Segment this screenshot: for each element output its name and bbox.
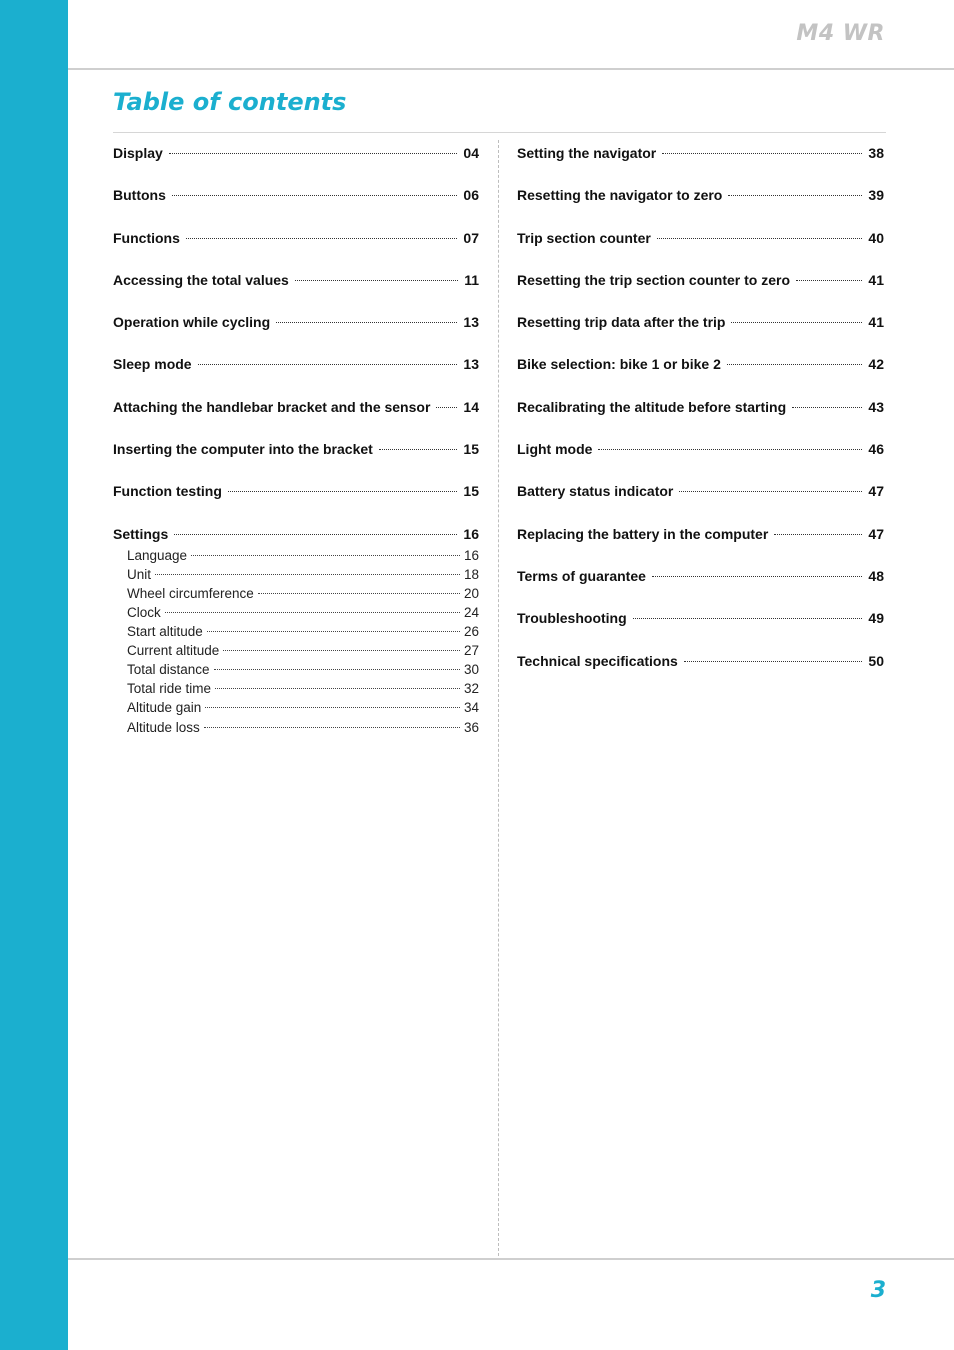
subentry-title: Unit <box>127 566 152 582</box>
page-number: 3 <box>870 1278 886 1303</box>
dot-leader <box>169 153 458 154</box>
footer-rule <box>68 1258 954 1260</box>
dot-leader <box>191 555 460 556</box>
toc-entry-title: Technical specifications <box>517 652 678 669</box>
toc-entry-page: 15 <box>463 441 479 458</box>
toc-right-column <box>517 145 884 695</box>
subentry-page: 32 <box>463 681 479 697</box>
toc-entry-title: Recalibrating the altitude before starting <box>517 398 787 415</box>
toc-entry-page: 40 <box>868 229 884 246</box>
toc-subentry[interactable] <box>127 586 479 605</box>
toc-entry-replacing-battery[interactable] <box>517 526 884 568</box>
dot-leader <box>728 195 862 196</box>
toc-entry-page: 07 <box>463 229 479 246</box>
dot-leader <box>214 669 460 670</box>
toc-entry-title: Sleep mode <box>113 356 192 373</box>
dot-leader <box>276 322 457 323</box>
toc-entry-page: 39 <box>868 187 884 204</box>
toc-entry-buttons[interactable] <box>113 187 479 229</box>
toc-entry-title: Resetting trip data after the trip <box>517 314 726 331</box>
dot-leader <box>774 534 862 535</box>
subentry-title: Total distance <box>127 662 210 678</box>
toc-entry-handlebar-bracket[interactable] <box>113 399 479 441</box>
subentry-title: Current altitude <box>127 643 220 659</box>
toc-entry-title: Buttons <box>113 187 166 204</box>
toc-entry-title: Trip section counter <box>517 229 651 246</box>
toc-left-column <box>113 145 479 739</box>
toc-entry-title: Accessing the total values <box>113 271 289 288</box>
toc-entry-trip-section-counter[interactable] <box>517 230 884 272</box>
toc-entry-page: 13 <box>463 314 479 331</box>
toc-subentry[interactable] <box>127 681 479 700</box>
subentry-title: Start altitude <box>127 624 203 640</box>
toc-entry-title: Battery status indicator <box>517 483 674 500</box>
subentry-page: 18 <box>463 566 479 582</box>
toc-entry-technical-specs[interactable] <box>517 653 884 695</box>
dot-leader <box>198 364 458 365</box>
toc-entry-sleep-mode[interactable] <box>113 356 479 398</box>
dot-leader <box>204 727 460 728</box>
subentry-page: 30 <box>463 662 479 678</box>
dot-leader <box>165 612 460 613</box>
dot-leader <box>662 153 862 154</box>
subentry-title: Altitude gain <box>127 700 202 716</box>
toc-entry-function-testing[interactable] <box>113 483 479 525</box>
toc-entry-title: Bike selection: bike 1 or bike 2 <box>517 356 721 373</box>
toc-subentry[interactable] <box>127 605 479 624</box>
toc-entry-title: Operation while cycling <box>113 314 271 331</box>
subentry-page: 27 <box>463 643 479 659</box>
subentry-title: Language <box>127 547 188 563</box>
toc-entry-title: Attaching the handlebar bracket and the sensor <box>113 398 431 415</box>
toc-entry-page: 38 <box>868 145 884 161</box>
settings-heading[interactable] <box>113 526 479 548</box>
dot-leader <box>727 364 863 365</box>
dot-leader <box>379 449 458 450</box>
subentry-title: Clock <box>127 604 161 620</box>
subentry-title: Altitude loss <box>127 719 200 735</box>
toc-entry-page: 41 <box>868 314 884 331</box>
toc-entry-reset-trip-counter[interactable] <box>517 272 884 314</box>
toc-entry-page: 06 <box>463 187 479 204</box>
dot-leader <box>172 195 458 196</box>
toc-entry-total-values[interactable] <box>113 272 479 314</box>
toc-entry-inserting-computer[interactable] <box>113 441 479 483</box>
toc-entry-recalibrating-altitude[interactable] <box>517 399 884 441</box>
toc-entry-terms-guarantee[interactable] <box>517 568 884 610</box>
dot-leader <box>598 449 862 450</box>
dot-leader <box>155 574 460 575</box>
dot-leader <box>796 280 862 281</box>
toc-entry-page: 13 <box>463 356 479 373</box>
dot-leader <box>731 322 862 323</box>
toc-entry-page: 41 <box>868 271 884 288</box>
toc-entry-page: 04 <box>463 145 479 161</box>
toc-entry-page: 47 <box>868 525 884 542</box>
subentry-page: 24 <box>463 604 479 620</box>
toc-subentry[interactable] <box>127 624 479 643</box>
page-title: Table of contents <box>113 88 347 116</box>
dot-leader <box>186 238 458 239</box>
toc-entry-page: 16 <box>463 525 479 542</box>
toc-entry-setting-navigator[interactable] <box>517 145 884 187</box>
subentry-page: 20 <box>463 585 479 601</box>
toc-entry-title: Replacing the battery in the computer <box>517 525 769 542</box>
dot-leader <box>657 238 863 239</box>
subentry-page: 34 <box>463 700 479 716</box>
subentry-page: 36 <box>463 719 479 735</box>
toc-entry-page: 42 <box>868 356 884 373</box>
settings-subentries <box>113 548 479 739</box>
header-rule <box>68 68 954 70</box>
toc-subentry[interactable] <box>127 567 479 586</box>
toc-entry-page: 50 <box>868 652 884 669</box>
toc-entry-page: 11 <box>464 271 479 288</box>
subentry-title: Wheel circumference <box>127 585 254 601</box>
toc-entry-operation[interactable] <box>113 314 479 356</box>
toc-subentry[interactable] <box>127 643 479 662</box>
toc-entry-title: Functions <box>113 229 180 246</box>
toc-subentry[interactable] <box>127 700 479 719</box>
toc-entry-page: 14 <box>463 398 479 415</box>
model-name: M4 WR <box>796 21 885 46</box>
dot-leader <box>207 631 460 632</box>
dot-leader <box>258 593 460 594</box>
toc-entry-settings <box>113 526 479 739</box>
toc-entry-page: 48 <box>868 567 884 584</box>
toc-subentry[interactable] <box>127 662 479 681</box>
column-divider <box>498 140 499 1256</box>
toc-entry-page: 46 <box>868 441 884 458</box>
dot-leader <box>792 407 862 408</box>
toc-entry-light-mode[interactable] <box>517 441 884 483</box>
dot-leader <box>652 576 863 577</box>
toc-entry-reset-trip-data[interactable] <box>517 314 884 356</box>
dot-leader <box>205 707 460 708</box>
toc-entry-title: Display <box>113 145 163 161</box>
dot-leader <box>679 491 862 492</box>
toc-entry-functions[interactable] <box>113 230 479 272</box>
dot-leader <box>223 650 460 651</box>
accent-sidebar <box>0 0 68 1350</box>
toc-entry-title: Resetting the trip section counter to zero <box>517 271 791 288</box>
dot-leader <box>633 618 863 619</box>
subentry-title: Total ride time <box>127 681 212 697</box>
toc-subentry[interactable] <box>127 720 479 739</box>
dot-leader <box>174 534 457 535</box>
toc-entry-title: Function testing <box>113 483 222 500</box>
dot-leader <box>215 688 460 689</box>
subentry-page: 16 <box>463 547 479 563</box>
toc-entry-display[interactable] <box>113 145 479 187</box>
toc-entry-title: Resetting the navigator to zero <box>517 187 723 204</box>
toc-entry-page: 49 <box>868 610 884 627</box>
toc-subentry[interactable] <box>127 548 479 567</box>
toc-entry-page: 43 <box>868 398 884 415</box>
toc-entry-title: Setting the navigator <box>517 145 657 161</box>
toc-entry-title: Light mode <box>517 441 593 458</box>
subentry-page: 26 <box>463 624 479 640</box>
toc-entry-title: Troubleshooting <box>517 610 627 627</box>
toc-entry-title: Settings <box>113 525 169 542</box>
dot-leader <box>684 661 863 662</box>
dot-leader <box>295 280 458 281</box>
toc-entry-title: Inserting the computer into the bracket <box>113 441 373 458</box>
toc-entry-page: 15 <box>463 483 479 500</box>
toc-entry-troubleshooting[interactable] <box>517 610 884 652</box>
toc-entry-battery-status[interactable] <box>517 483 884 525</box>
dot-leader <box>436 407 457 408</box>
toc-entry-reset-navigator[interactable] <box>517 187 884 229</box>
toc-entry-page: 47 <box>868 483 884 500</box>
toc-entry-title: Terms of guarantee <box>517 567 646 584</box>
title-rule <box>113 132 886 133</box>
toc-entry-bike-selection[interactable] <box>517 356 884 398</box>
dot-leader <box>228 491 458 492</box>
